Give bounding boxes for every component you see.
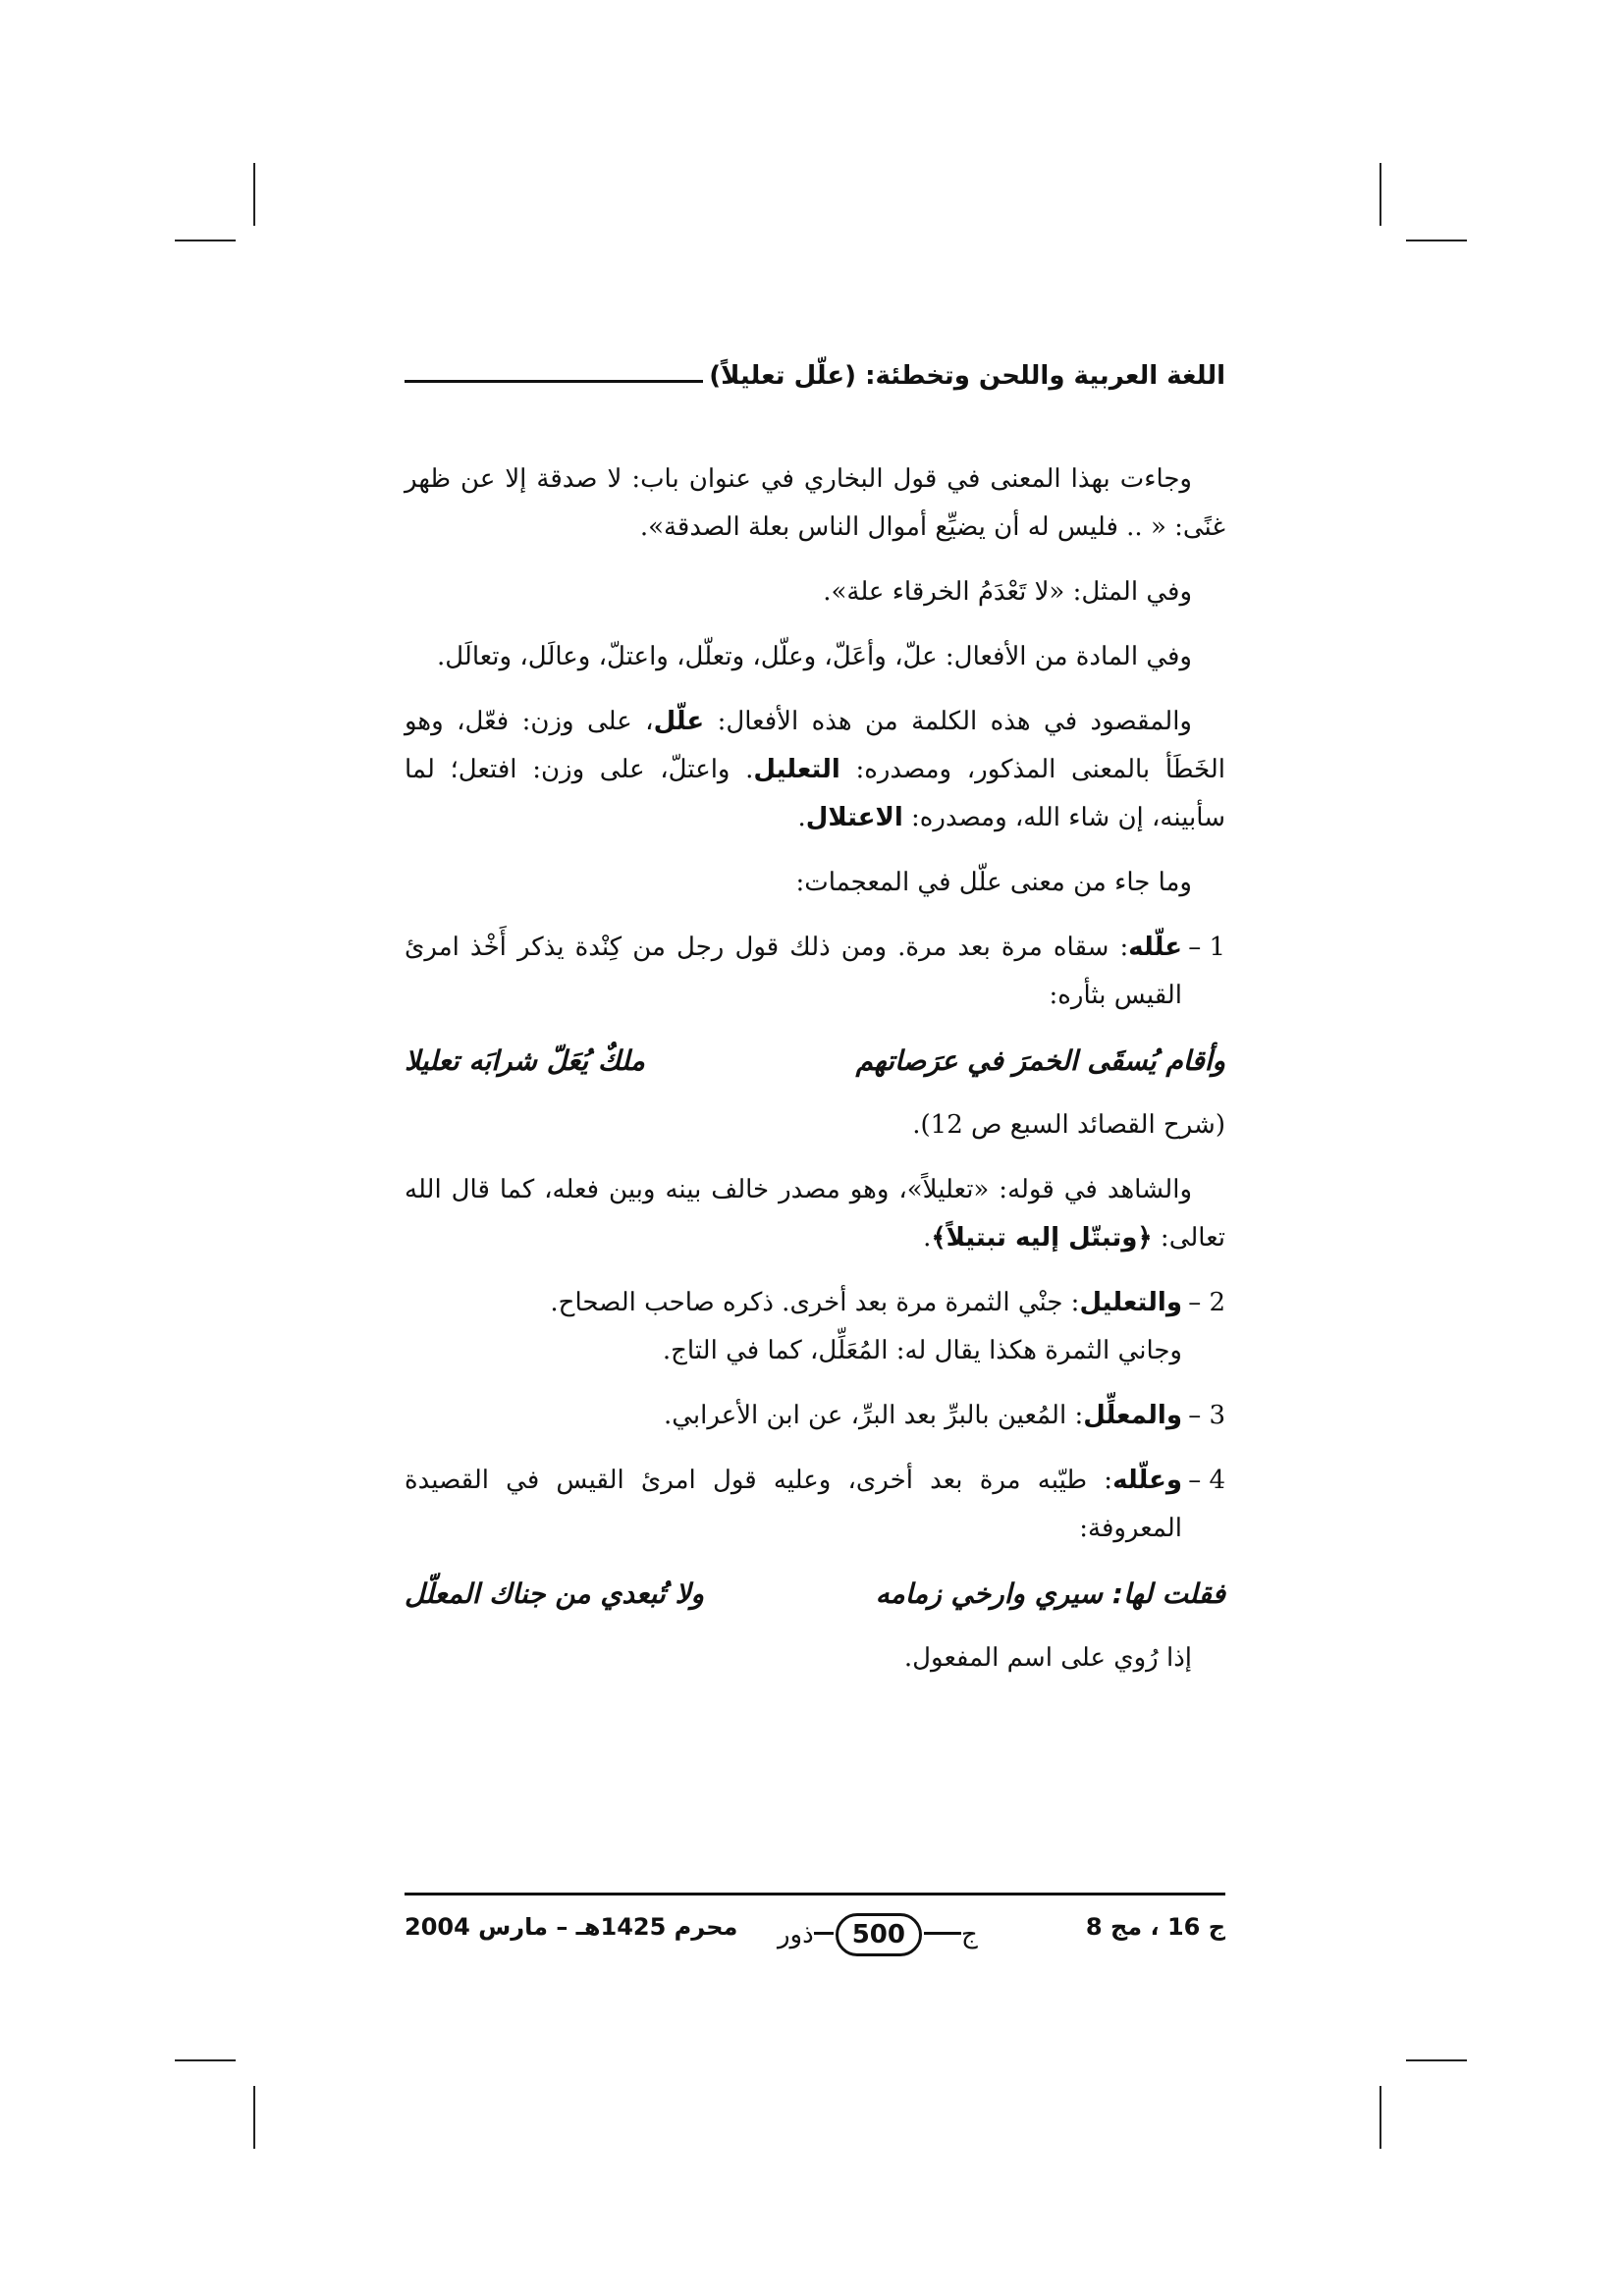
bold-term: علّل (653, 707, 705, 736)
text-run: ، على وزن: فعّل، وهو الخَطَأ بالمعنى المذكور، ومصدره: (405, 707, 1226, 784)
verse-hemistich-first: وأقام يُسقَى الخمرَ في عرَصاتهم (855, 1044, 1225, 1077)
issue-number: ج 16 ، مج 8 (1085, 1913, 1225, 1941)
journal-mark (778, 1913, 978, 1956)
page (405, 353, 1225, 1963)
list-item (405, 1279, 1225, 1375)
item-text: : سقاه مرة بعد مرة. ومن ذلك قول رجل من كِنْدة يذكر أَخْذ امرئ القيس بثأره: (405, 933, 1182, 1010)
issue-date: محرم 1425هـ – مارس 2004 (405, 1913, 738, 1941)
page-number: 500 (836, 1913, 922, 1956)
item-number: 4 – (1188, 1466, 1225, 1495)
journal-letter: ج (960, 1920, 978, 1949)
source-citation: (شرح القصائد السبع ص 12). (912, 1110, 1225, 1140)
crop-mark (175, 240, 236, 241)
verse-hemistich-second: ملكٌ يُعَلّ شرابَه تعليلا (405, 1044, 645, 1077)
bold-term: التعليل (753, 755, 840, 784)
list-item (405, 1457, 1225, 1553)
paragraph (405, 698, 1225, 842)
paragraph (405, 1166, 1225, 1262)
journal-dash (814, 1932, 834, 1935)
item-head: وعلّله (1112, 1466, 1182, 1495)
verse-line (405, 1037, 1225, 1085)
item-text: : المُعين بالبرِّ بعد البرِّ، عن ابن الأعرابي. (663, 1401, 1084, 1430)
crop-mark (253, 163, 255, 226)
page-footer (405, 1893, 1225, 1974)
crop-mark (1406, 240, 1467, 241)
verse-hemistich-first: فقلت لها: سيري وارخي زمامه (875, 1577, 1225, 1610)
list-item (405, 924, 1225, 1020)
item-number: 2 – (1188, 1288, 1225, 1317)
crop-mark (175, 2059, 236, 2061)
article-body (405, 455, 1225, 1699)
text-run: والشاهد في قوله: «تعليلاً»، وهو مصدر خالف بينه وبين فعله، كما قال الله تعالى: (405, 1175, 1225, 1253)
text-run: . واعتلّ، على وزن: افتعل؛ لما سأبينه، إن شاء الله، ومصدره: (405, 755, 1225, 832)
paragraph: وفي المادة من الأفعال: علّ، وأعَلّ، وعلّل، وتعلّل، واعتلّ، وعالَل، وتعالَل. (436, 642, 1192, 671)
text-run: . (923, 1223, 932, 1253)
running-head (405, 361, 1225, 391)
journal-name: ذور (778, 1920, 814, 1949)
item-text: : طيّبه مرة بعد أخرى، وعليه قول امرئ القيس في القصيدة المعروفة: (405, 1466, 1182, 1543)
bold-term: الاعتلال (805, 803, 903, 832)
crop-mark (1380, 2086, 1381, 2149)
crop-mark (1406, 2059, 1467, 2061)
paragraph: وجاءت بهذا المعنى في قول البخاري في عنوان باب: لا صدقة إلا عن ظهر غنًى: « .. فليس له أن يضيِّع أموال الناس بعلة الصدقة». (405, 464, 1225, 542)
running-head-title: اللغة العربية واللحن وتخطئة: (علّل تعليلاً) (709, 361, 1225, 391)
journal-dash (924, 1932, 961, 1935)
text-run: والمقصود في هذه الكلمة من هذه الأفعال: (704, 707, 1192, 736)
item-number: 1 – (1188, 933, 1225, 962)
item-text: : جنْي الثمرة مرة بعد أخرى. ذكره صاحب الصحاح. (550, 1288, 1080, 1317)
quran-quote: ﴿وتبتّل إليه تبتيلاً﴾ (931, 1223, 1153, 1253)
paragraph: وما جاء من معنى علّل في المعجمات: (795, 868, 1192, 897)
item-head: علّله (1128, 933, 1182, 962)
item-text-line2: وجاني الثمرة هكذا يقال له: المُعَلِّل، كما في التاج. (662, 1336, 1182, 1365)
crop-mark (1380, 163, 1381, 226)
list-item (405, 1392, 1225, 1440)
paragraph: وفي المثل: «لا تَعْدَمُ الخرقاء علة». (823, 577, 1192, 607)
crop-mark (253, 2086, 255, 2149)
item-number: 3 – (1188, 1401, 1225, 1430)
item-head: والمعلِّل (1083, 1401, 1182, 1430)
text-run: . (797, 803, 806, 832)
verse-hemistich-second: ولا تُبعدي من جناك المعلّل (405, 1577, 705, 1610)
paragraph: إذا رُوي على اسم المفعول. (903, 1643, 1192, 1673)
verse-line (405, 1570, 1225, 1618)
running-head-rule (405, 380, 703, 383)
item-head: والتعليل (1079, 1288, 1182, 1317)
